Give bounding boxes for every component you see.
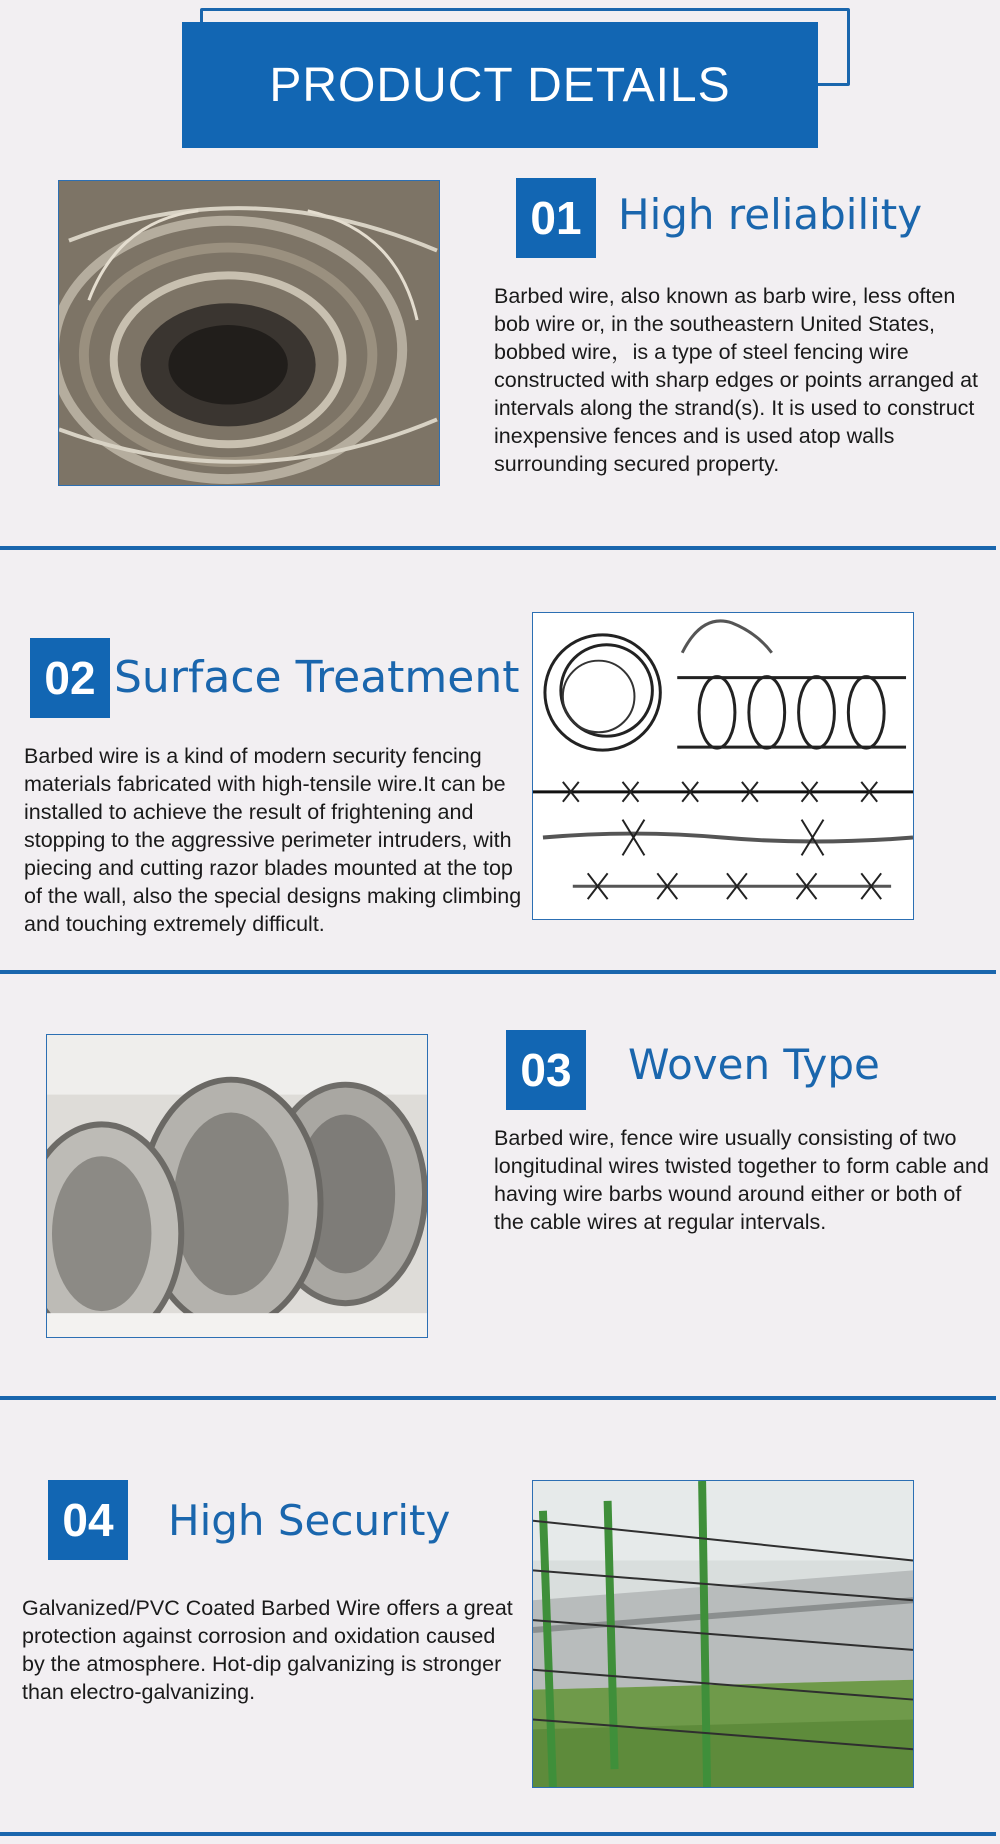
page-title: PRODUCT DETAILS	[182, 22, 818, 148]
section-title: Woven Type	[628, 1040, 880, 1089]
section-divider	[0, 1832, 996, 1836]
section-divider	[0, 970, 996, 974]
section-description: Barbed wire is a kind of modern security fencing materials fabricated with high-tensile wire.It can be installed to achieve the result of frightening and stopping to the aggressive perimeter intruders, with piecing and cutting razor blades mounted at the top of the wall, also the special designs making climbing and touching extremely difficult.	[24, 744, 522, 936]
section-number-badge: 04	[48, 1480, 128, 1560]
barbed-wire-coil-photo	[58, 180, 440, 486]
barbed-wire-types-photo	[532, 612, 914, 920]
barbed-wire-fence-photo	[532, 1480, 914, 1788]
section-description: Galvanized/PVC Coated Barbed Wire offers a great protection against corrosion and oxidation caused by the atmosphere. Hot-dip galvanizing is stronger than electro-galvanizing.	[22, 1596, 513, 1704]
section-divider	[0, 1396, 996, 1400]
section-description: Barbed wire, also known as barb wire, less often bob wire or, in the southeastern United States, bobbed wire，is a type of steel fencing wire constructed with sharp edges or points arranged at intervals along the strand(s). It is used to construct inexpensive fences and is used atop walls surrounding secured property.	[494, 284, 979, 476]
section-number-badge: 01	[516, 178, 596, 258]
section-title: Surface Treatment	[114, 652, 520, 703]
section-description: Barbed wire, fence wire usually consisting of two longitudinal wires twisted together to form cable and having wire barbs wound around either or both of the cable wires at regular intervals.	[494, 1126, 989, 1234]
section-divider	[0, 546, 996, 550]
barbed-wire-rolls-photo	[46, 1034, 428, 1338]
section-title: High reliability	[618, 190, 923, 239]
section-number-badge: 02	[30, 638, 110, 718]
section-number-badge: 03	[506, 1030, 586, 1110]
section-title: High Security	[168, 1496, 451, 1545]
